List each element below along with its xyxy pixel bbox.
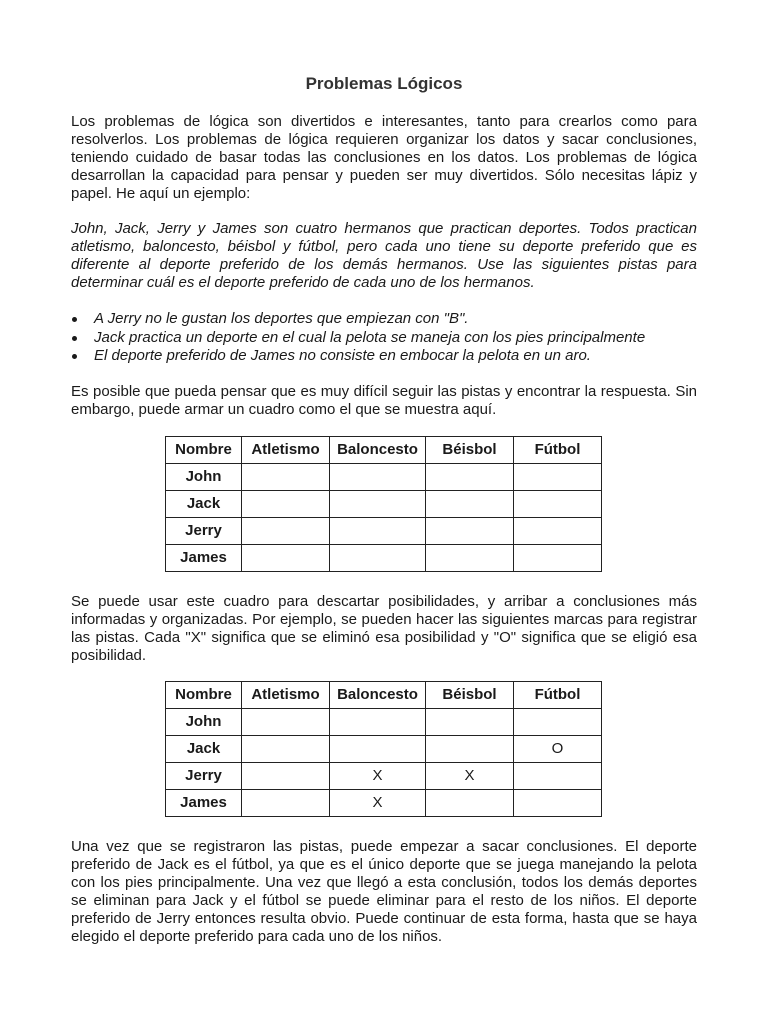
header-cell: Nombre [166, 682, 242, 709]
clue-item: Jack practica un deporte en el cual la pelota se maneja con los pies principalmente [71, 329, 697, 348]
header-cell: Atletismo [242, 682, 330, 709]
paragraph-4: Una vez que se registraron las pistas, puede empezar a sacar conclusiones. El deporte preferido de Jack es el fútbol, ya que es el único deporte que se juega manejando la pelota con los pies principalmente. Una vez que llegó a esta conclusión, todos los demás deportes se eliminan para Jack y el fútbol se puede eliminar para el resto de los niños. El deporte preferido de Jerry entonces resulta obvio. Puede continuar de esta forma, hasta que se haya elegido el deporte preferido para cada uno de los niños. [71, 838, 697, 945]
table-cell [514, 518, 602, 545]
clue-item: A Jerry no le gustan los deportes que empiezan con "B". [71, 310, 697, 329]
table-cell [514, 491, 602, 518]
header-cell: Atletismo [242, 437, 330, 464]
name-cell: John [166, 709, 242, 736]
header-cell: Fútbol [514, 682, 602, 709]
table-cell: X [330, 790, 426, 817]
table-cell [514, 790, 602, 817]
name-cell: Jerry [166, 518, 242, 545]
table-cell [426, 491, 514, 518]
header-cell: Baloncesto [330, 682, 426, 709]
table-row [166, 763, 602, 790]
table-cell [514, 763, 602, 790]
table-row [166, 736, 602, 763]
marked-grid-table [165, 681, 602, 817]
table-cell [330, 736, 426, 763]
table-cell [426, 736, 514, 763]
name-cell: Jack [166, 736, 242, 763]
table-cell [242, 709, 330, 736]
table-row [166, 545, 602, 572]
table-cell: O [514, 736, 602, 763]
table-row [166, 790, 602, 817]
paragraph-3: Se puede usar este cuadro para descartar posibilidades, y arribar a conclusiones más informadas y organizadas. Por ejemplo, se pueden hacer las siguientes marcas para registrar las pistas. Cada "X" significa que se eliminó esa posibilidad y "O" significa que se eligió esa posibilidad. [71, 593, 697, 664]
table-cell [426, 790, 514, 817]
header-cell: Fútbol [514, 437, 602, 464]
table-cell [242, 464, 330, 491]
table-cell: X [330, 763, 426, 790]
blank-grid-table [165, 436, 602, 572]
clue-item: El deporte preferido de James no consiste en embocar la pelota en un aro. [71, 347, 697, 366]
header-cell: Nombre [166, 437, 242, 464]
table-cell [242, 491, 330, 518]
header-cell: Béisbol [426, 437, 514, 464]
header-cell: Baloncesto [330, 437, 426, 464]
table-cell [330, 518, 426, 545]
table-cell [514, 545, 602, 572]
page-title: Problemas Lógicos [305, 74, 463, 93]
table-header-row [166, 682, 602, 709]
table-header-row [166, 437, 602, 464]
table-cell [514, 709, 602, 736]
table-cell [242, 518, 330, 545]
table-cell [330, 545, 426, 572]
example-paragraph: John, Jack, Jerry y James son cuatro hermanos que practican deportes. Todos practican atletismo, baloncesto, béisbol y fútbol, pero cada uno tiene su deporte preferido que es diferente al deporte preferido de los demás hermanos. Use las siguientes pistas para determinar cuál es el deporte preferido de cada uno de los hermanos. [71, 220, 697, 291]
table-cell [242, 736, 330, 763]
table-cell [330, 491, 426, 518]
name-cell: John [166, 464, 242, 491]
table-cell [330, 709, 426, 736]
name-cell: James [166, 790, 242, 817]
table-cell [426, 518, 514, 545]
table-row [166, 709, 602, 736]
table-cell: X [426, 763, 514, 790]
table-cell [426, 464, 514, 491]
name-cell: Jack [166, 491, 242, 518]
name-cell: Jerry [166, 763, 242, 790]
table-row [166, 491, 602, 518]
table-cell [514, 464, 602, 491]
table-cell [426, 709, 514, 736]
name-cell: James [166, 545, 242, 572]
intro-paragraph: Los problemas de lógica son divertidos e interesantes, tanto para crearlos como para resolverlos. Los problemas de lógica requieren organizar los datos y sacar conclusiones, teniendo cuidado de basar todas las conclusiones en los datos. Los problemas de lógica desarrollan la capacidad para pensar y pueden ser muy divertidos. Sólo necesitas lápiz y papel. He aquí un ejemplo: [71, 113, 697, 202]
header-cell: Béisbol [426, 682, 514, 709]
clues-list [71, 310, 697, 366]
table-cell [330, 464, 426, 491]
table-row [166, 518, 602, 545]
table-cell [242, 763, 330, 790]
table-cell [242, 545, 330, 572]
table-row [166, 464, 602, 491]
paragraph-2: Es posible que pueda pensar que es muy difícil seguir las pistas y encontrar la respuesta. Sin embargo, puede armar un cuadro como el que se muestra aquí. [71, 383, 697, 418]
table-cell [242, 790, 330, 817]
table-cell [426, 545, 514, 572]
